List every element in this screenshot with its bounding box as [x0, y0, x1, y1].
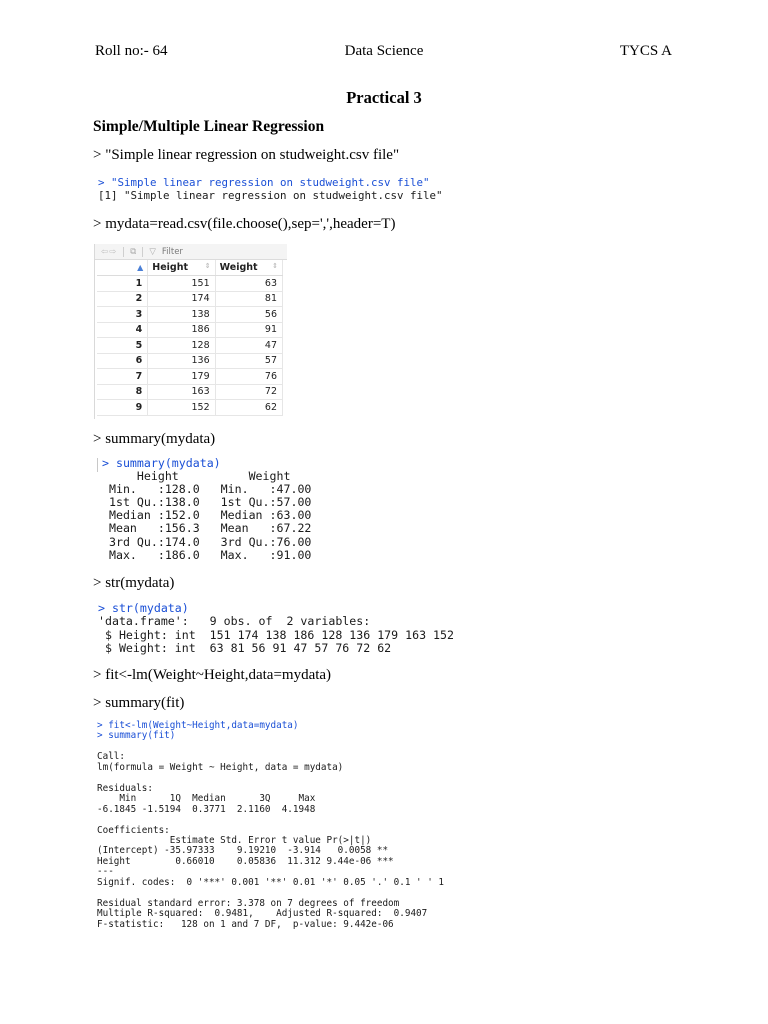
console-output-1 [98, 176, 443, 202]
column-label: Height [152, 262, 189, 273]
row-index: 6 [97, 353, 148, 369]
cell-weight: 72 [215, 384, 282, 400]
filter-button[interactable]: Filter [161, 246, 183, 257]
row-index: 8 [97, 384, 148, 400]
cell-height: 151 [148, 276, 215, 292]
table-row [97, 291, 283, 307]
row-index: 9 [97, 400, 148, 416]
cell-weight: 56 [215, 307, 282, 323]
console-gutter [97, 458, 98, 472]
command-line-6: > summary(fit) [93, 695, 185, 711]
cell-weight: 81 [215, 291, 282, 307]
cell-height: 128 [148, 338, 215, 354]
row-index: 4 [97, 322, 148, 338]
command-line-4: > str(mydata) [93, 575, 175, 591]
table-row [97, 338, 283, 354]
console-result: 'data.frame': 9 obs. of 2 variables: $ Height: int 151 174 138 186 128 136 179 163 152 $ Weight: int 63 81 56 91 47 57 76 72 62 [98, 614, 454, 655]
filter-icon[interactable]: ▽ [149, 246, 156, 257]
row-index: 5 [97, 338, 148, 354]
row-index-header[interactable]: ▲ [97, 260, 148, 276]
cell-weight: 62 [215, 400, 282, 416]
table-row [97, 322, 283, 338]
class-name: TYCS A [619, 43, 672, 59]
cell-height: 163 [148, 384, 215, 400]
viewer-toolbar [95, 244, 287, 260]
cell-weight: 63 [215, 276, 282, 292]
table-row [97, 353, 283, 369]
toolbar-divider [123, 247, 124, 257]
cell-weight: 91 [215, 322, 282, 338]
table-row [97, 369, 283, 385]
cell-weight: 47 [215, 338, 282, 354]
table-row [97, 400, 283, 416]
column-header-weight[interactable] [215, 260, 282, 276]
cell-weight: 57 [215, 353, 282, 369]
table-row [97, 307, 283, 323]
console-input: > summary(mydata) [102, 456, 221, 470]
sort-icon: ⇕ [272, 262, 278, 270]
console-input: > fit<-lm(Weight~Height,data=mydata) > summary(fit) [97, 720, 299, 742]
nav-arrows-icon[interactable]: ⇦⇨ [101, 246, 118, 257]
console-input: > str(mydata) [98, 601, 189, 615]
data-viewer [94, 244, 287, 419]
table-row [97, 384, 283, 400]
command-line-1: > "Simple linear regression on studweight.csv file" [93, 147, 400, 163]
section-subtitle: Simple/Multiple Linear Regression [93, 118, 325, 135]
console-result: Call: lm(formula = Weight ~ Height, data = mydata) Residuals: Min 1Q Median 3Q Max -6.1845 -1.5194 0.3771 2.1160 4.1948 Coefficients: Estimate Std. Error t value Pr(>|t|) (Intercept) -35.97333 9.19210 -3.914 0.0058 ** Height 0.66010 0.05836 11.312 9.44e-06 *** --- Signif. codes: 0 '***' 0.001 '**' 0.01 '*' 0.05 '.' 0.1 ' ' 1 Residual standard error: 3.378 on 7 degrees of freedom Multiple R-squared: 0.9481, Adjusted R-squared: 0.9407 F-statistic: 128 on 1 and 7 DF, p-value: 9.442e-06 [97, 751, 445, 930]
cell-height: 186 [148, 322, 215, 338]
cell-height: 174 [148, 291, 215, 307]
toolbar-divider [142, 247, 143, 257]
column-header-height[interactable] [148, 260, 215, 276]
row-index: 1 [97, 276, 148, 292]
cell-height: 152 [148, 400, 215, 416]
row-index: 2 [97, 291, 148, 307]
command-line-5: > fit<-lm(Weight~Height,data=mydata) [93, 667, 332, 683]
roll-number: Roll no:- 64 [95, 43, 168, 59]
subject-name: Data Science [344, 43, 424, 59]
page-title: Practical 3 [346, 88, 422, 107]
column-label: Weight [219, 262, 258, 273]
cell-height: 138 [148, 307, 215, 323]
console-output-str [98, 602, 454, 655]
console-result: [1] "Simple linear regression on studweight.csv file" [98, 189, 443, 202]
command-line-2: > mydata=read.csv(file.choose(),sep=',',header=T) [93, 216, 396, 232]
row-index: 3 [97, 307, 148, 323]
data-table [97, 260, 283, 416]
cell-height: 179 [148, 369, 215, 385]
console-input: > "Simple linear regression on studweight.csv file" [98, 176, 430, 189]
console-result: Height Weight Min. :128.0 Min. :47.00 1st Qu.:138.0 1st Qu.:57.00 Median :152.0 Median :63.00 Mean :156.3 Mean :67.22 3rd Qu.:174.0 3rd Qu.:76.00 Max. :186.0 Max. :91.00 [108, 469, 312, 562]
console-output-fit [97, 721, 444, 930]
sort-icon: ⇕ [204, 262, 211, 270]
console-output-summary [102, 457, 325, 562]
table-row [97, 276, 283, 292]
popout-icon[interactable]: ⧉ [130, 246, 137, 257]
cell-height: 136 [148, 353, 215, 369]
row-index: 7 [97, 369, 148, 385]
command-line-3: > summary(mydata) [93, 431, 216, 447]
cell-weight: 76 [215, 369, 282, 385]
